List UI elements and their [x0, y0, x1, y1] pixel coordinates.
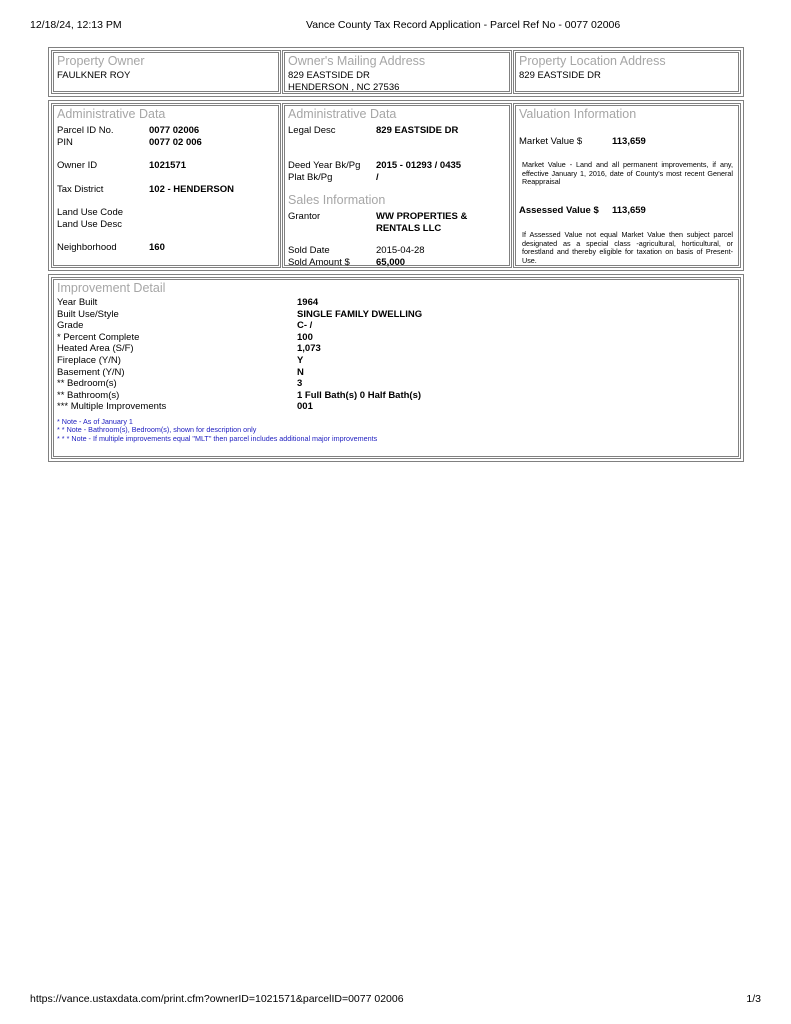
location-address-title: Property Location Address [519, 54, 666, 68]
grantor-label: Grantor [288, 211, 321, 222]
deed-label: Deed Year Bk/Pg [288, 160, 361, 171]
admin-data-title: Administrative Data [57, 107, 166, 121]
improvement-box [51, 277, 741, 459]
plat-value: / [376, 172, 379, 183]
owner-id-value: 1021571 [149, 160, 186, 171]
row-label: Basement (Y/N) [57, 366, 125, 378]
admin-data-box [51, 103, 281, 268]
assessed-value: 113,659 [612, 205, 646, 216]
row-label: * Percent Complete [57, 331, 140, 343]
legal-desc-label: Legal Desc [288, 125, 336, 136]
print-footer [30, 993, 761, 1007]
table-row [57, 367, 735, 379]
owner-name: FAULKNER ROY [57, 70, 131, 81]
sales-info-title: Sales Information [288, 193, 386, 207]
row-value: C- / [297, 320, 313, 332]
row-value: N [297, 366, 304, 378]
row-value: 100 [297, 331, 313, 343]
row-label: *** Multiple Improvements [57, 401, 167, 413]
sold-amount-label: Sold Amount $ [288, 257, 350, 268]
admin-mid-title: Administrative Data [288, 107, 397, 121]
location-address-box [513, 50, 741, 94]
note-line: * * Note - Bathroom(s), Bedroom(s), shown for description only [57, 425, 257, 435]
mailing-address-line2: HENDERSON , NC 27536 [288, 82, 400, 93]
row-value: SINGLE FAMILY DWELLING [297, 308, 423, 320]
row-value: 1,073 [297, 343, 321, 355]
note-line: * * * Note - If multiple improvements equal "MLT" then parcel includes additional major improvements [57, 433, 378, 443]
plat-label: Plat Bk/Pg [288, 172, 333, 183]
row-label: Fireplace (Y/N) [57, 354, 121, 366]
row-label: Heated Area (S/F) [57, 343, 134, 355]
sold-date-label: Sold Date [288, 245, 330, 256]
tax-district-value: 102 - HENDERSON [149, 184, 234, 195]
parcel-id-value: 0077 02006 [149, 125, 200, 136]
print-title: Vance County Tax Record Application - Parcel Ref No - 0077 02006 [306, 19, 621, 31]
row-label: ** Bedroom(s) [57, 378, 117, 390]
parcel-id-label: Parcel ID No. [57, 125, 114, 136]
deed-value: 2015 - 01293 / 0435 [376, 160, 462, 171]
improvement-notes [57, 418, 735, 443]
improvement-panel [48, 274, 744, 462]
row-label: Year Built [57, 297, 98, 308]
table-row [57, 390, 735, 402]
owner-id-label: Owner ID [57, 160, 98, 171]
valuation-box [513, 103, 741, 268]
note-line: * Note - As of January 1 [57, 416, 133, 426]
table-row [57, 343, 735, 355]
assessed-value-note: If Assessed Value not equal Market Value then subject parcel designated as a special class -agricultural, horticultural, or forestland and thereby eligible for taxation on basis of Present-Use. [522, 230, 733, 265]
improvement-title: Improvement Detail [57, 281, 166, 295]
print-timestamp: 12/18/24, 12:13 PM [30, 19, 122, 31]
market-value-label: Market Value $ [519, 136, 583, 147]
table-row [57, 355, 735, 367]
grantor-line2: RENTALS LLC [376, 223, 442, 234]
land-use-desc-label: Land Use Desc [57, 219, 122, 230]
print-url: https://vance.ustaxdata.com/print.cfm?ownerID=1021571&parcelID=0077 02006 [30, 993, 404, 1005]
market-value-note: Market Value - Land and all permanent improvements, if any, effective January 1, 2016, date of County's most recent General Reappraisal [522, 160, 733, 187]
row-label: Grade [57, 320, 84, 332]
land-use-code-label: Land Use Code [57, 207, 124, 218]
table-row [57, 332, 735, 344]
property-owner-box [51, 50, 281, 94]
tax-district-label: Tax District [57, 184, 104, 195]
row-value: 001 [297, 401, 313, 413]
sold-date-value: 2015-04-28 [376, 245, 425, 256]
location-address-line1: 829 EASTSIDE DR [519, 70, 601, 81]
row-value: 1 Full Bath(s) 0 Half Bath(s) [297, 389, 422, 401]
neighborhood-label: Neighborhood [57, 242, 117, 253]
legal-desc-value: 829 EASTSIDE DR [376, 125, 459, 136]
grantor-line1: WW PROPERTIES & [376, 211, 468, 222]
sold-amount-value: 65,000 [376, 257, 406, 268]
table-row [57, 297, 735, 309]
print-header [30, 19, 761, 33]
page-number: 1/3 [746, 993, 761, 1005]
property-owner-title: Property Owner [57, 54, 145, 68]
admin-sales-box [282, 103, 512, 268]
administrative-panel [48, 100, 744, 271]
valuation-title: Valuation Information [519, 107, 637, 121]
table-row [57, 309, 735, 321]
neighborhood-value: 160 [149, 242, 165, 253]
pin-value: 0077 02 006 [149, 137, 202, 148]
mailing-address-box [282, 50, 512, 94]
row-value: Y [297, 354, 304, 366]
assessed-value-label: Assessed Value $ [519, 205, 599, 216]
row-value: 1964 [297, 297, 319, 308]
owner-address-panel [48, 47, 744, 97]
table-row [57, 401, 735, 413]
row-label: Built Use/Style [57, 308, 119, 320]
row-label: ** Bathroom(s) [57, 389, 120, 401]
market-value: 113,659 [612, 136, 646, 147]
row-value: 3 [297, 378, 303, 390]
table-row [57, 378, 735, 390]
table-row [57, 320, 735, 332]
pin-label: PIN [57, 137, 73, 148]
mailing-address-line1: 829 EASTSIDE DR [288, 70, 370, 81]
mailing-address-title: Owner's Mailing Address [288, 54, 426, 68]
improvement-table [57, 297, 735, 413]
